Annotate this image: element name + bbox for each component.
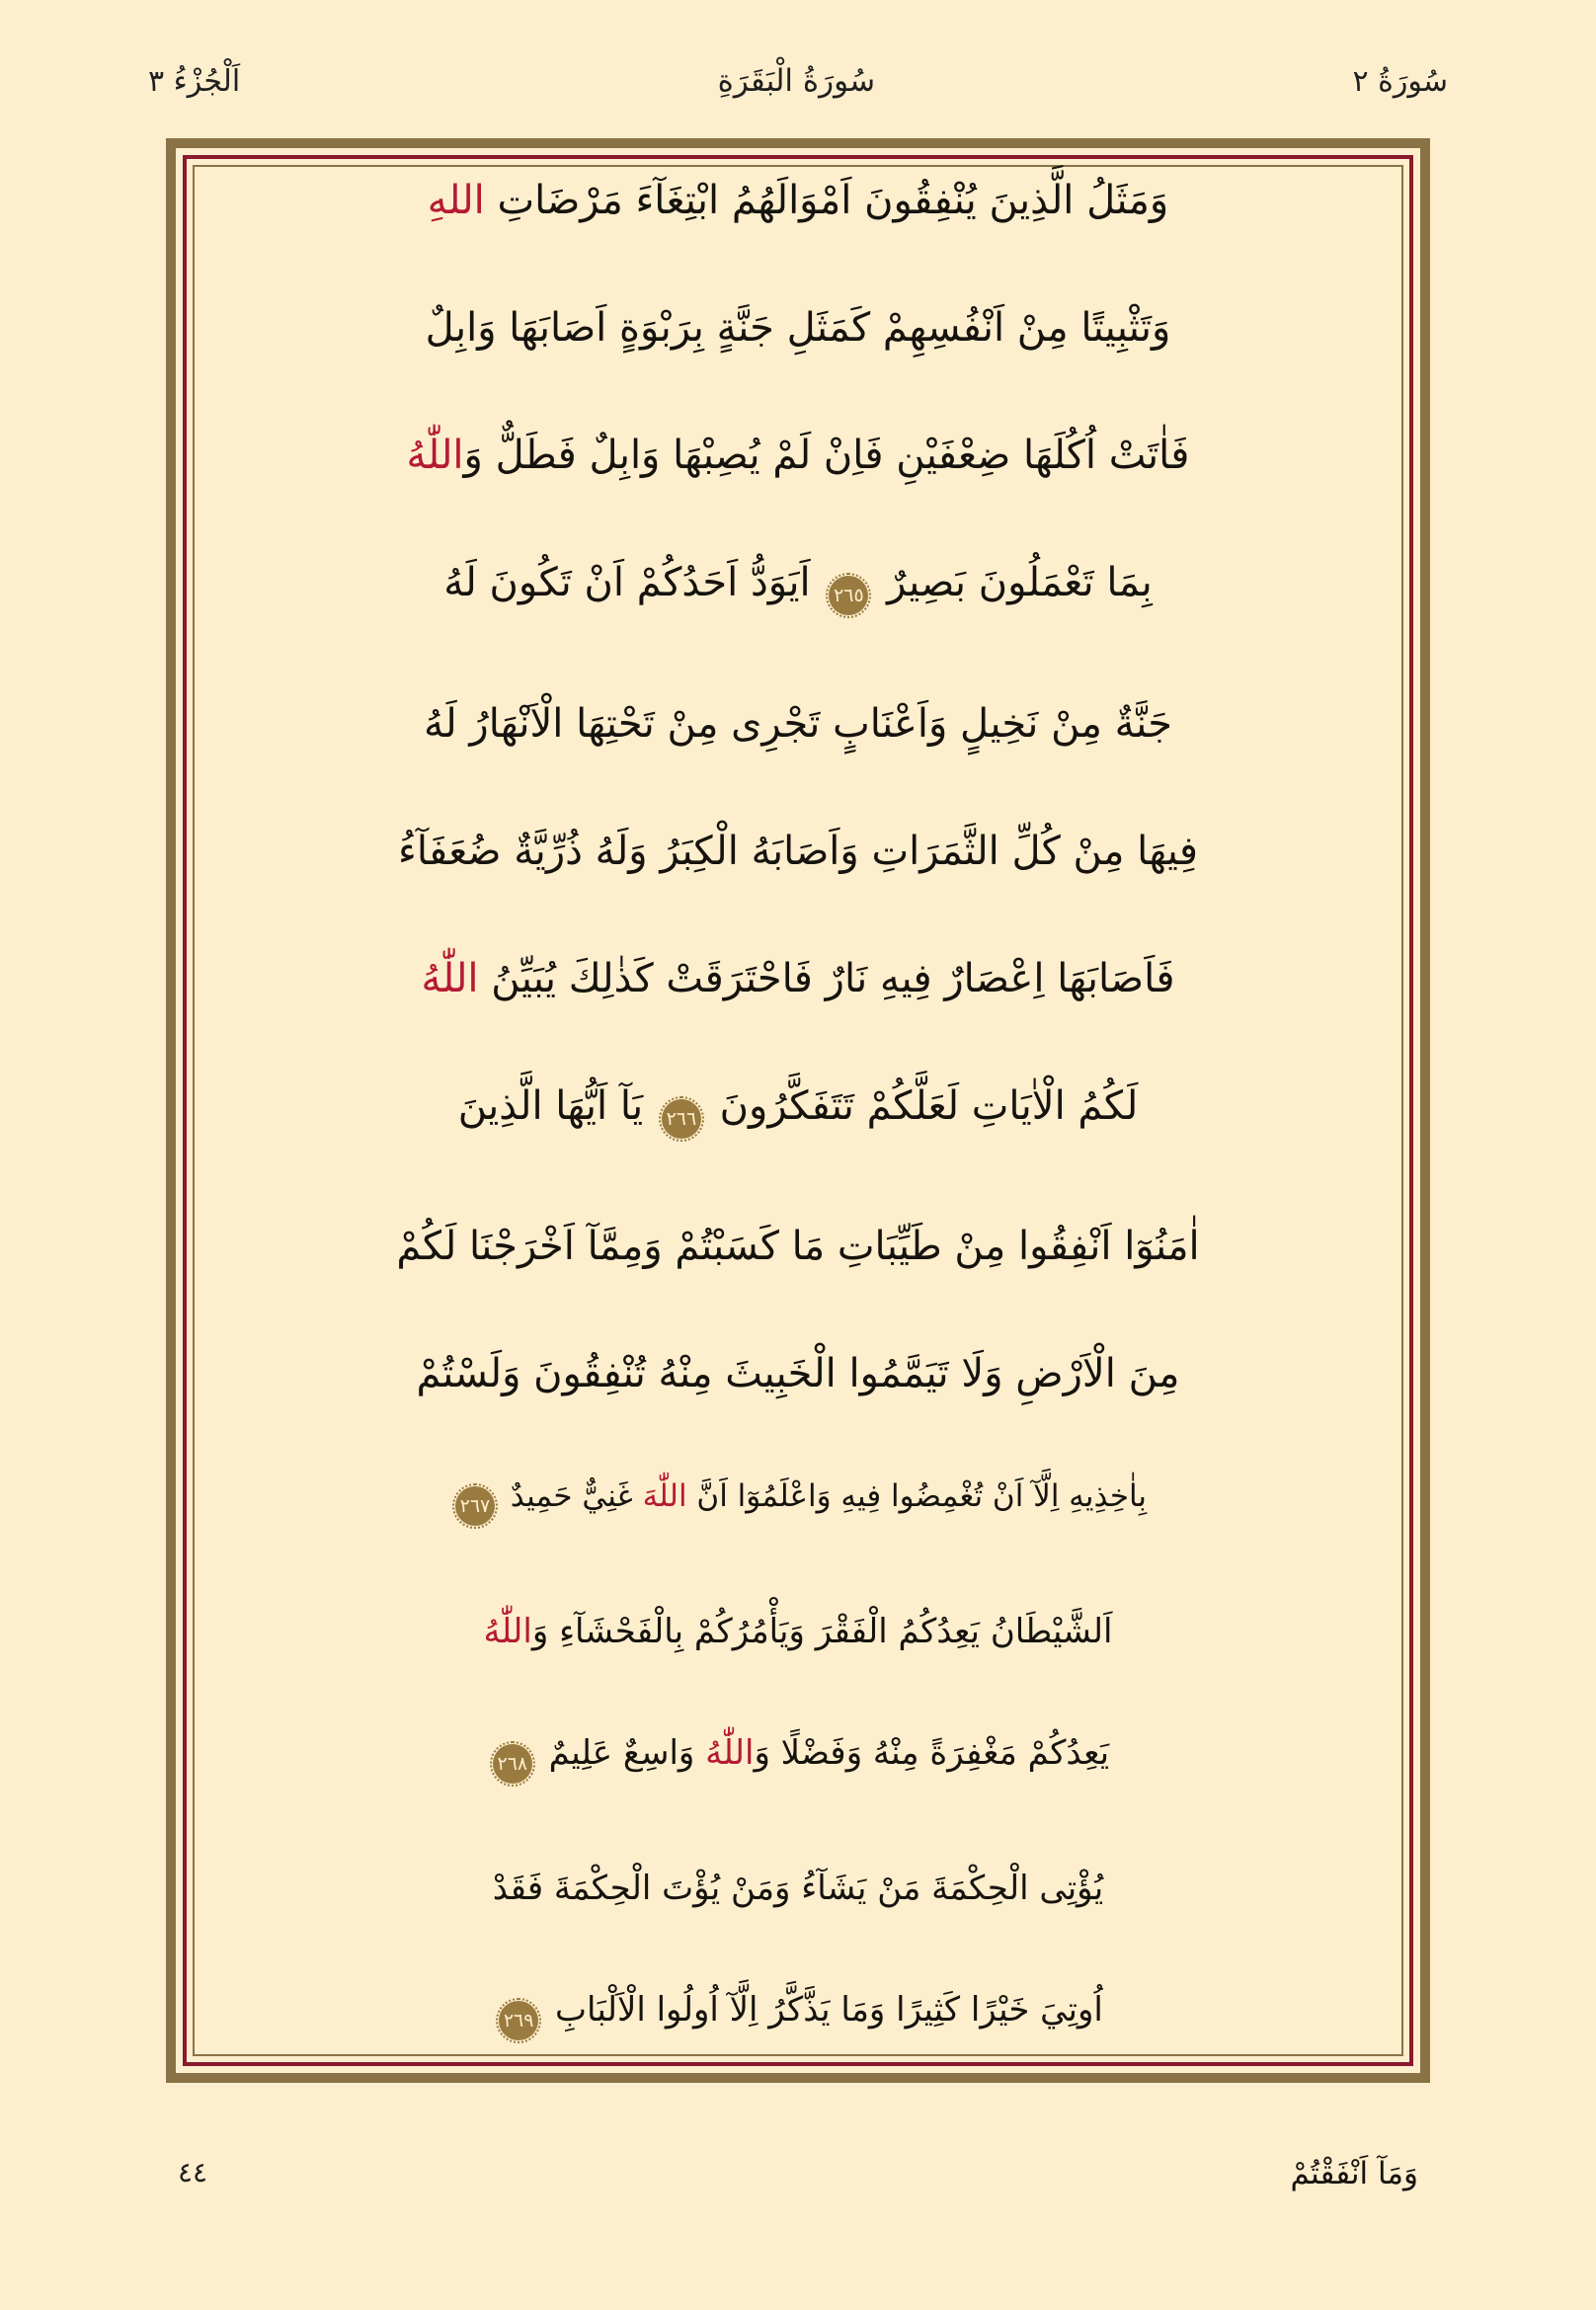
ayah-number-marker: ٢٦٩ <box>499 2001 538 2040</box>
header-surah-number: سُورَةُ ٢ <box>1352 63 1448 99</box>
ayah-text: فَاٰتَتْ اُكُلَهَا ضِعْفَيْنِ فَاِنْ لَمْ يُصِبْهَا وَابِلٌ فَطَلٌّ وَ <box>463 433 1190 479</box>
ayah-line <box>220 955 1376 1001</box>
header-juz-label: اَلْجُزْءُ ٣ <box>148 63 241 99</box>
page-header <box>148 51 1448 111</box>
decorative-frame-outer <box>166 138 1430 2083</box>
ayah-line <box>220 1989 1376 2040</box>
lafz-allah: اللّٰهُ <box>483 1611 532 1651</box>
ayah-text: اُوتِيَ خَيْرًا كَثِيرًا وَمَا يَذَّكَّرُ اِلَّآ اُولُوا الْاَلْبَابِ <box>544 1989 1103 2030</box>
ayah-text: وَاسِعٌ عَلِيمٌ <box>537 1732 706 1773</box>
footer-catchword: وَمَآ اَنْفَقْتُمْ <box>1290 2156 1418 2191</box>
ayah-text: بِمَا تَعْمَلُونَ بَصِيرٌ <box>874 560 1153 606</box>
lafz-allah: اللّٰهُ <box>705 1732 755 1773</box>
lafz-allah: اللّٰهُ <box>406 433 464 479</box>
ayah-text: اَلشَّيْطَانُ يَعِدُكُمُ الْفَقْرَ وَيَأْمُرُكُمْ بِالْفَحْشَآءِ وَ <box>531 1611 1113 1651</box>
ayah-line <box>220 700 1376 747</box>
quran-text-body <box>193 165 1403 2056</box>
footer-page-number: ٤٤ <box>178 2156 208 2189</box>
ayah-number-marker: ٢٦٧ <box>455 1486 495 1526</box>
ayah-line <box>220 1082 1376 1139</box>
ayah-line <box>220 828 1376 874</box>
ayah-text: فِيهَا مِنْ كُلِّ الثَّمَرَاتِ وَاَصَابَهُ الْكِبَرُ وَلَهُ ذُرِّيَّةٌ ضُعَفَآءُ <box>398 828 1198 874</box>
lafz-allah: اللهِ <box>427 178 485 223</box>
ayah-text: اَيَوَدُّ اَحَدُكُمْ اَنْ تَكُونَ لَهُ <box>443 560 824 606</box>
ayah-line <box>220 178 1376 223</box>
lafz-allah: اللّٰهُ <box>421 955 479 1001</box>
ayah-text: فَاَصَابَهَا اِعْصَارٌ فِيهِ نَارٌ فَاحْتَرَقَتْ كَذٰلِكَ يُبَيِّنُ <box>478 955 1175 1001</box>
ayah-text: جَنَّةٌ مِنْ نَخِيلٍ وَاَعْنَابٍ تَجْرِى مِنْ تَحْتِهَا الْاَنْهَارُ لَهُ <box>424 700 1172 747</box>
ayah-text: لَكُمُ الْاٰيَاتِ لَعَلَّكُمْ تَتَفَكَّرُونَ <box>706 1082 1139 1129</box>
ayah-text: اٰمَنُوٓا اَنْفِقُوا مِنْ طَيِّبَاتِ مَا كَسَبْتُمْ وَمِمَّآ اَخْرَجْنَا لَكُمْ <box>396 1224 1200 1270</box>
ayah-text: وَمَثَلُ الَّذِينَ يُنْفِقُونَ اَمْوَالَهُمُ ابْتِغَآءَ مَرْضَاتِ <box>484 178 1169 223</box>
ayah-line <box>220 560 1376 615</box>
ayah-number-marker: ٢٦٨ <box>493 1744 532 1784</box>
ayah-line <box>220 433 1376 479</box>
ayah-text: يَعِدُكُمْ مَغْفِرَةً مِنْهُ وَفَضْلًا وَ <box>754 1732 1110 1773</box>
page-footer <box>178 2156 1418 2191</box>
ayah-text: يَآ اَيُّهَا الَّذِينَ <box>457 1082 656 1129</box>
ayah-text: يُؤْتِى الْحِكْمَةَ مَنْ يَشَآءُ وَمَنْ يُؤْتَ الْحِكْمَةَ فَقَدْ <box>492 1868 1104 1908</box>
ayah-text: وَتَثْبِيتًا مِنْ اَنْفُسِهِمْ كَمَثَلِ جَنَّةٍ بِرَبْوَةٍ اَصَابَهَا وَابِلٌ <box>425 305 1171 352</box>
header-surah-name: سُورَةُ الْبَقَرَةِ <box>717 63 876 99</box>
ayah-number-marker: ٢٦٦ <box>662 1099 701 1139</box>
ayah-number-marker: ٢٦٥ <box>829 576 868 615</box>
ayah-text: مِنَ الْاَرْضِ وَلَا تَيَمَّمُوا الْخَبِيثَ مِنْهُ تُنْفِقُونَ وَلَسْتُمْ <box>416 1351 1180 1397</box>
decorative-frame-middle <box>183 155 1413 2066</box>
ayah-line <box>220 1611 1376 1651</box>
lafz-allah: اللّٰهَ <box>642 1478 687 1515</box>
ayah-line <box>220 305 1376 352</box>
ayah-line <box>220 1478 1376 1526</box>
ayah-line <box>220 1224 1376 1270</box>
ayah-line <box>220 1732 1376 1784</box>
ayah-text: بِاٰخِذِيهِ اِلَّآ اَنْ تُغْمِضُوا فِيهِ وَاعْلَمُوٓا اَنَّ <box>686 1478 1148 1515</box>
ayah-line <box>220 1351 1376 1397</box>
ayah-line <box>220 1868 1376 1908</box>
ayah-text: غَنِيٌّ حَمِيدٌ <box>500 1478 643 1515</box>
